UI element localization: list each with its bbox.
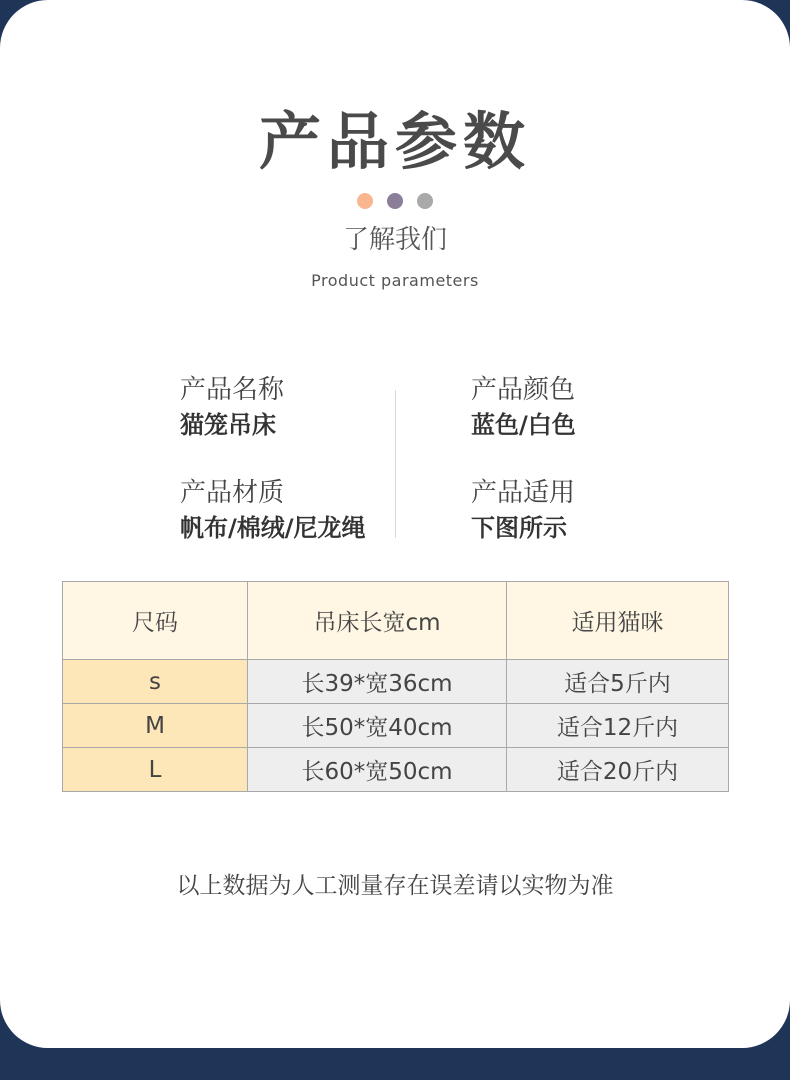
table-header-row [63, 582, 729, 660]
cell-suitable-cat: 适合5斤内 [507, 660, 729, 704]
param-name-label: 产品名称 [180, 375, 285, 405]
table-row [63, 660, 729, 704]
cell-dimensions: 长60*宽50cm [248, 748, 507, 792]
param-usage-label: 产品适用 [471, 478, 576, 508]
cell-dimensions: 长50*宽40cm [248, 704, 507, 748]
param-material [180, 475, 366, 545]
cell-size: L [63, 748, 248, 792]
measurement-note: 以上数据为人工测量存在误差请以实物为准 [176, 873, 614, 899]
param-color-value: 蓝色/白色 [471, 411, 576, 439]
dot-purple [387, 193, 403, 209]
header-suitable-cat: 适用猫咪 [507, 582, 729, 660]
param-material-value: 帆布/棉绒/尼龙绳 [180, 514, 366, 542]
param-usage-value: 下图所示 [471, 514, 567, 542]
cell-size: s [63, 660, 248, 704]
page-subtitle: 了解我们 [342, 225, 447, 255]
product-params [0, 372, 790, 552]
param-material-label: 产品材质 [180, 478, 285, 508]
param-color-label: 产品颜色 [471, 375, 576, 405]
table-row [63, 748, 729, 792]
cell-dimensions: 长39*宽36cm [248, 660, 507, 704]
header-dimensions: 吊床长宽cm [248, 582, 507, 660]
decorative-dots [0, 193, 790, 209]
cell-suitable-cat: 适合12斤内 [507, 704, 729, 748]
size-table [62, 581, 729, 792]
dot-peach [357, 193, 373, 209]
page-subtitle-english: Product parameters [311, 271, 479, 290]
param-usage [471, 475, 575, 545]
param-name-value: 猫笼吊床 [180, 411, 276, 439]
table-row [63, 704, 729, 748]
params-divider [395, 390, 396, 538]
header-size: 尺码 [63, 582, 248, 660]
dot-gray [417, 193, 433, 209]
cell-suitable-cat: 适合20斤内 [507, 748, 729, 792]
page-title: 产品参数 [258, 105, 531, 178]
param-color [471, 372, 576, 442]
cell-size: M [63, 704, 248, 748]
param-name [180, 372, 284, 442]
